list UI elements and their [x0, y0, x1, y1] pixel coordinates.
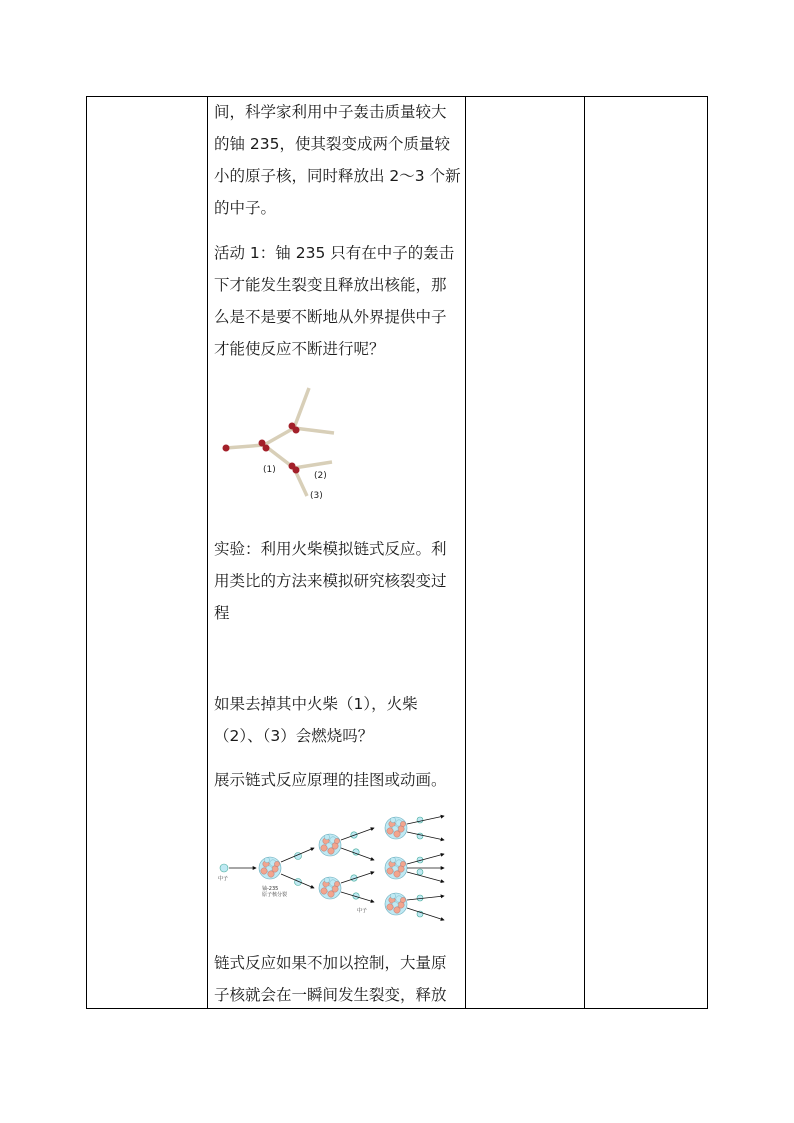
paragraph-uncontrolled	[214, 947, 462, 1011]
text-line: 间，科学家利用中子轰击质量较大	[214, 103, 447, 121]
u235-nucleus	[259, 857, 281, 879]
text-line: 实验：利用火柴模拟链式反应。利	[214, 540, 447, 558]
paragraph-show-chain	[214, 764, 462, 796]
match-stick	[264, 428, 294, 445]
neutron	[220, 864, 228, 872]
text-line: 展示链式反应原理的挂图或动画。	[214, 771, 447, 789]
u235-label: 铀-235	[262, 886, 279, 892]
paragraph-activity-1	[214, 237, 462, 365]
text-line: 么是不是要不断地从外界提供中子	[214, 308, 447, 326]
text-line: 程	[214, 604, 230, 622]
match-stick	[294, 428, 334, 433]
match-stick	[294, 388, 309, 428]
match-head	[293, 467, 300, 474]
text-line: 用类比的方法来模拟研究核裂变过	[214, 572, 447, 590]
label-1: (1)	[263, 465, 276, 475]
match-stick	[294, 462, 332, 468]
match-stick	[226, 445, 264, 448]
text-line: 子核就会在一瞬间发生裂变，释放	[214, 986, 447, 1004]
u235-label-2: 原子核分裂	[262, 892, 288, 898]
chain-reaction-figure	[214, 810, 454, 928]
paragraph-experiment	[214, 533, 462, 629]
text-line: 下才能发生裂变且释放出核能，那	[214, 276, 447, 294]
text-line: 如果去掉其中火柴（1），火柴	[214, 695, 418, 713]
column-divider-1	[207, 97, 208, 1008]
column-divider-3	[584, 97, 585, 1008]
match-head	[293, 427, 300, 434]
text-line: 的中子。	[214, 199, 277, 217]
text-line: 才能使反应不断进行呢？	[214, 340, 385, 358]
neutron-label: 中子	[218, 876, 229, 882]
match-chain-figure	[214, 380, 344, 510]
paragraph-fission-intro	[214, 96, 462, 224]
text-line: （2）、（3）会燃烧吗？	[214, 727, 374, 745]
text-line: 小的原子核，同时释放出 2～3 个新	[214, 167, 461, 185]
label-3: (3)	[310, 491, 323, 501]
paragraph-question	[214, 688, 462, 752]
neutron-label-2: 中子	[357, 908, 368, 914]
match-head	[263, 445, 270, 452]
column-divider-2	[465, 97, 466, 1008]
text-line: 活动 1：铀 235 只有在中子的轰击	[214, 244, 455, 262]
match-head	[223, 445, 230, 452]
text-line: 链式反应如果不加以控制，大量原	[214, 954, 447, 972]
text-line: 的铀 235，使其裂变成两个质量较	[214, 135, 451, 153]
label-2: (2)	[314, 471, 327, 481]
